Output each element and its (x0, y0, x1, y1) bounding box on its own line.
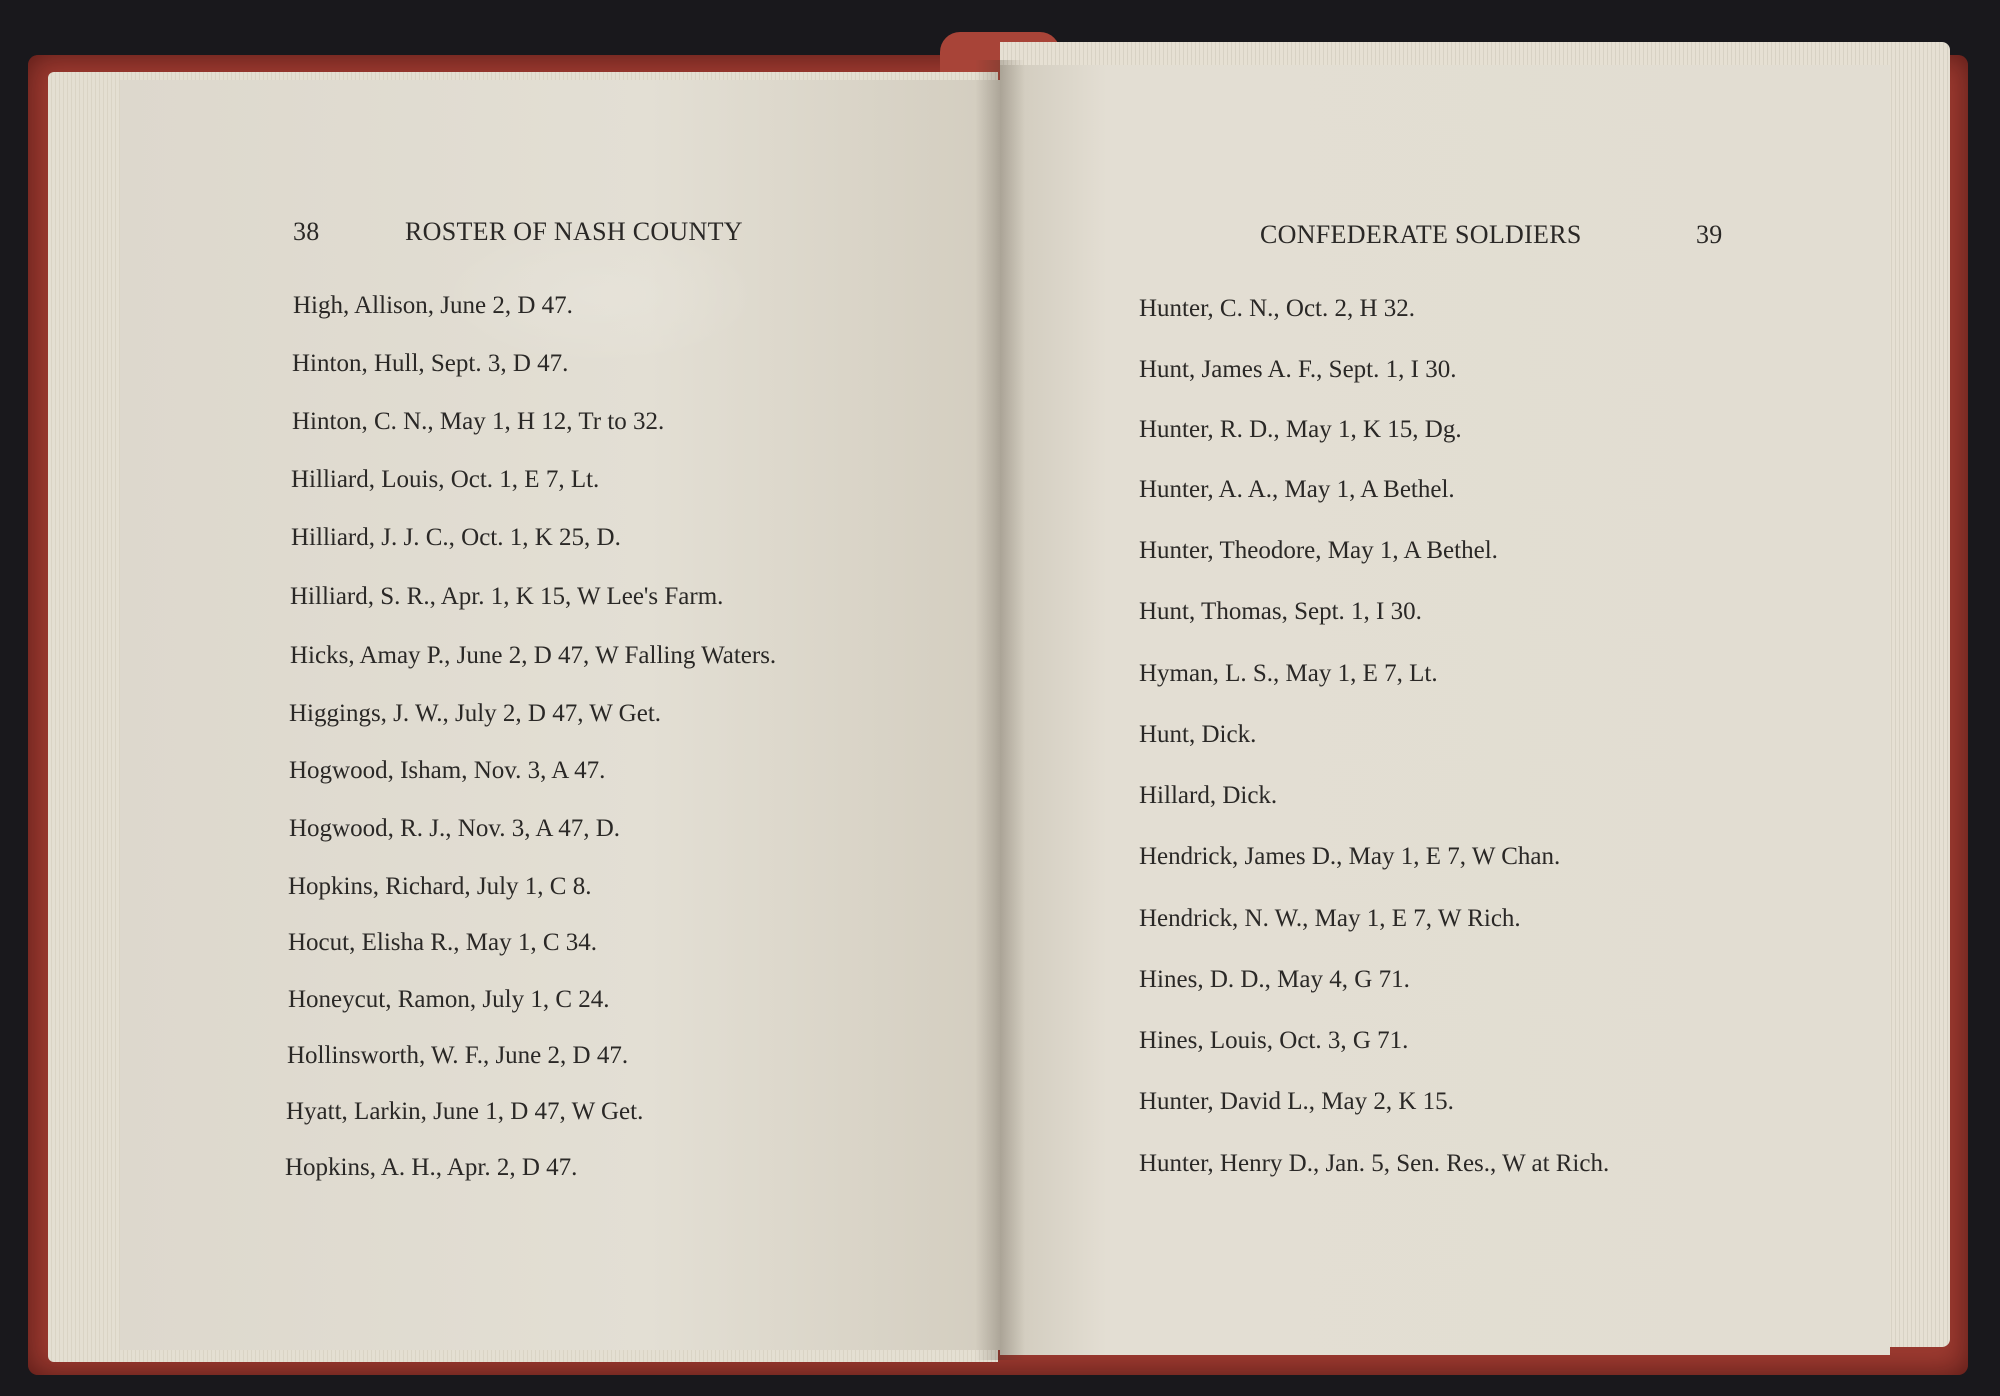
right-page-number: 39 (1696, 220, 1723, 249)
roster-entry: Hunt, James A. F., Sept. 1, I 30. (1139, 356, 1457, 383)
roster-entry: Hopkins, Richard, July 1, C 8. (288, 873, 592, 900)
roster-entry: Hilliard, J. J. C., Oct. 1, K 25, D. (291, 524, 621, 551)
roster-entry: Hyman, L. S., May 1, E 7, Lt. (1139, 660, 1438, 687)
roster-entry: Hopkins, A. H., Apr. 2, D 47. (285, 1154, 578, 1181)
roster-entry: Hines, D. D., May 4, G 71. (1139, 966, 1410, 993)
left-page (120, 80, 1000, 1350)
roster-entry: Hollinsworth, W. F., June 2, D 47. (287, 1042, 629, 1069)
roster-entry: Hicks, Amay P., June 2, D 47, W Falling Waters. (290, 642, 777, 669)
roster-entry: Hunter, Theodore, May 1, A Bethel. (1139, 537, 1498, 564)
roster-entry: Hunter, David L., May 2, K 15. (1139, 1088, 1454, 1115)
roster-entry: Hunt, Thomas, Sept. 1, I 30. (1139, 598, 1422, 625)
roster-entry: Hunter, C. N., Oct. 2, H 32. (1139, 295, 1416, 322)
roster-entry: Hilliard, S. R., Apr. 1, K 15, W Lee's Farm. (290, 583, 724, 610)
left-running-head: ROSTER OF NASH COUNTY (405, 217, 743, 246)
roster-entry: Hines, Louis, Oct. 3, G 71. (1139, 1027, 1409, 1054)
roster-entry: Honeycut, Ramon, July 1, C 24. (288, 986, 610, 1013)
roster-entry: Hogwood, Isham, Nov. 3, A 47. (289, 757, 606, 784)
right-page (1000, 65, 1890, 1355)
roster-entry: Hinton, Hull, Sept. 3, D 47. (292, 350, 569, 377)
roster-entry: Hunter, A. A., May 1, A Bethel. (1139, 476, 1455, 503)
right-running-head: CONFEDERATE SOLDIERS (1260, 220, 1582, 249)
roster-entry: Higgings, J. W., July 2, D 47, W Get. (289, 700, 662, 727)
roster-entry: Hendrick, N. W., May 1, E 7, W Rich. (1139, 905, 1521, 932)
roster-entry: Hillard, Dick. (1139, 782, 1278, 809)
roster-entry: Hocut, Elisha R., May 1, C 34. (288, 929, 598, 956)
roster-entry: Hunter, R. D., May 1, K 15, Dg. (1139, 416, 1462, 443)
book-gutter (975, 60, 1025, 1360)
roster-entry: Hogwood, R. J., Nov. 3, A 47, D. (289, 815, 621, 842)
roster-entry: High, Allison, June 2, D 47. (293, 292, 573, 319)
roster-entry: Hunter, Henry D., Jan. 5, Sen. Res., W at Rich. (1139, 1150, 1610, 1177)
roster-entry: Hinton, C. N., May 1, H 12, Tr to 32. (292, 408, 665, 435)
left-page-number: 38 (293, 217, 320, 246)
roster-entry: Hunt, Dick. (1139, 721, 1257, 748)
roster-entry: Hyatt, Larkin, June 1, D 47, W Get. (286, 1098, 644, 1125)
roster-entry: Hilliard, Louis, Oct. 1, E 7, Lt. (291, 466, 600, 493)
roster-entry: Hendrick, James D., May 1, E 7, W Chan. (1139, 843, 1561, 870)
